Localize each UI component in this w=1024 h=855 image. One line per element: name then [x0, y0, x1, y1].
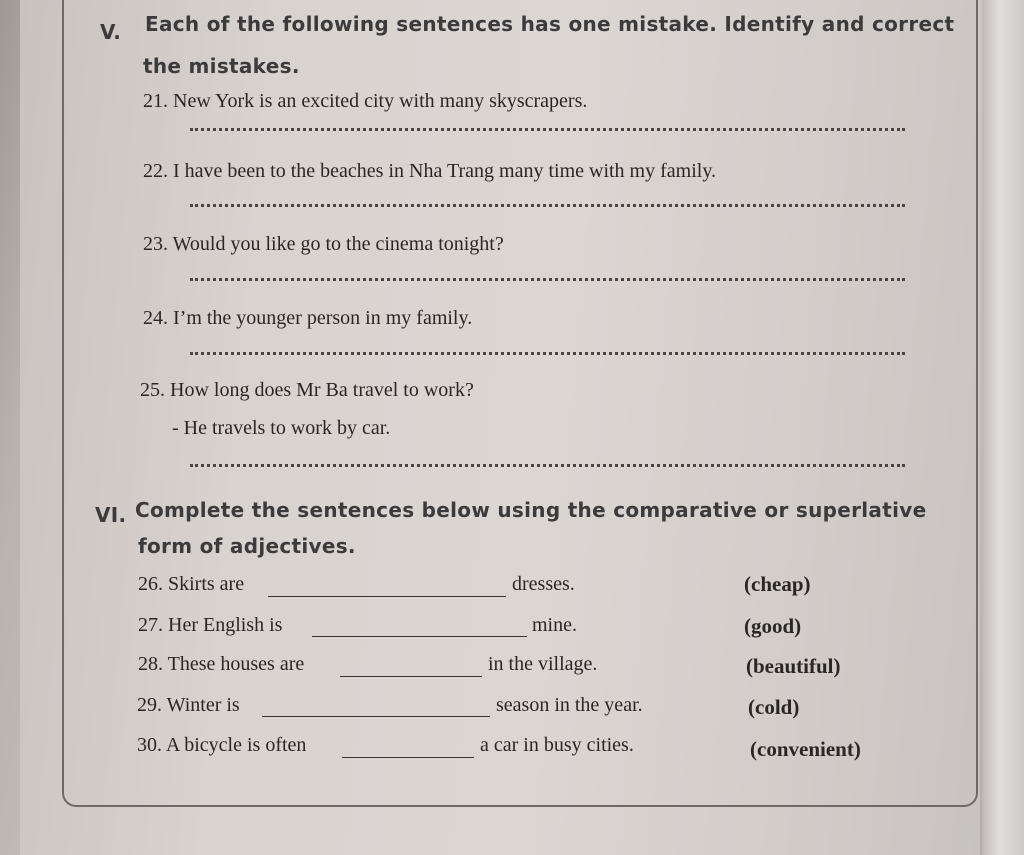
question-after: mine. — [532, 614, 577, 636]
question-number: 24. — [143, 307, 168, 329]
question-28 — [138, 653, 304, 676]
section-5-title-line2: the mistakes. — [143, 54, 300, 78]
question-after: in the village. — [488, 653, 598, 675]
question-after: a car in busy cities. — [480, 734, 634, 756]
answer-line-24[interactable] — [190, 352, 905, 355]
question-number: 28. — [138, 653, 163, 675]
section-6-heading — [95, 503, 126, 527]
answer-line-23[interactable] — [190, 278, 905, 281]
question-before: Winter is — [166, 694, 240, 716]
answer-line-21[interactable] — [190, 128, 905, 131]
question-number: 25. — [140, 379, 165, 401]
question-before: Skirts are — [168, 573, 245, 595]
answer-blank-27[interactable] — [312, 636, 527, 637]
question-before: These houses are — [167, 653, 305, 675]
question-number: 21. — [143, 90, 168, 112]
question-text: New York is an excited city with many skyscrapers. — [173, 90, 588, 112]
question-before: A bicycle is often — [165, 734, 307, 756]
question-after: season in the year. — [496, 694, 643, 716]
answer-line-22[interactable] — [190, 204, 905, 207]
section-6-title-line2: form of adjectives. — [138, 534, 356, 558]
adjective-hint: (cheap) — [744, 572, 811, 596]
section-6-numeral: VI. — [95, 503, 127, 527]
section-6-title-line1: Complete the sentences below using the comparative or superlative — [135, 498, 927, 522]
question-24 — [143, 307, 472, 330]
question-23 — [143, 233, 504, 256]
question-25 — [140, 379, 474, 402]
adjective-hint: (good) — [744, 614, 802, 638]
question-26 — [138, 573, 244, 596]
adjective-hint: (cold) — [748, 695, 800, 719]
page-edge — [982, 0, 1024, 855]
question-number: 29. — [137, 694, 162, 716]
exercise-border — [62, 0, 978, 807]
answer-blank-30[interactable] — [342, 757, 474, 758]
question-29 — [137, 694, 240, 717]
question-30 — [137, 734, 306, 757]
question-number: 27. — [138, 614, 163, 636]
section-5-numeral: V. — [100, 20, 122, 44]
answer-blank-29[interactable] — [262, 716, 490, 717]
question-22 — [143, 160, 716, 183]
question-number: 22. — [143, 160, 168, 182]
adjective-hint: (convenient) — [750, 737, 861, 761]
question-after: dresses. — [512, 573, 575, 595]
question-text: I have been to the beaches in Nha Trang many time with my family. — [173, 160, 717, 182]
question-27 — [138, 614, 282, 637]
answer-blank-26[interactable] — [268, 596, 506, 597]
question-text: How long does Mr Ba travel to work? — [170, 379, 474, 401]
adjective-hint: (beautiful) — [746, 654, 841, 678]
question-number: 23. — [143, 233, 168, 255]
question-number: 26. — [138, 573, 163, 595]
question-text: Would you like go to the cinema tonight? — [172, 233, 504, 255]
section-5-heading — [100, 20, 121, 44]
question-before: Her English is — [168, 614, 283, 636]
question-text: I’m the younger person in my family. — [173, 307, 473, 329]
answer-blank-28[interactable] — [340, 676, 482, 677]
answer-line-25[interactable] — [190, 464, 905, 467]
question-25-answer: - He travels to work by car. — [172, 417, 391, 439]
section-5-title-line1: Each of the following sentences has one mistake. Identify and correct — [145, 12, 955, 36]
question-21 — [143, 90, 587, 113]
question-number: 30. — [137, 734, 162, 756]
